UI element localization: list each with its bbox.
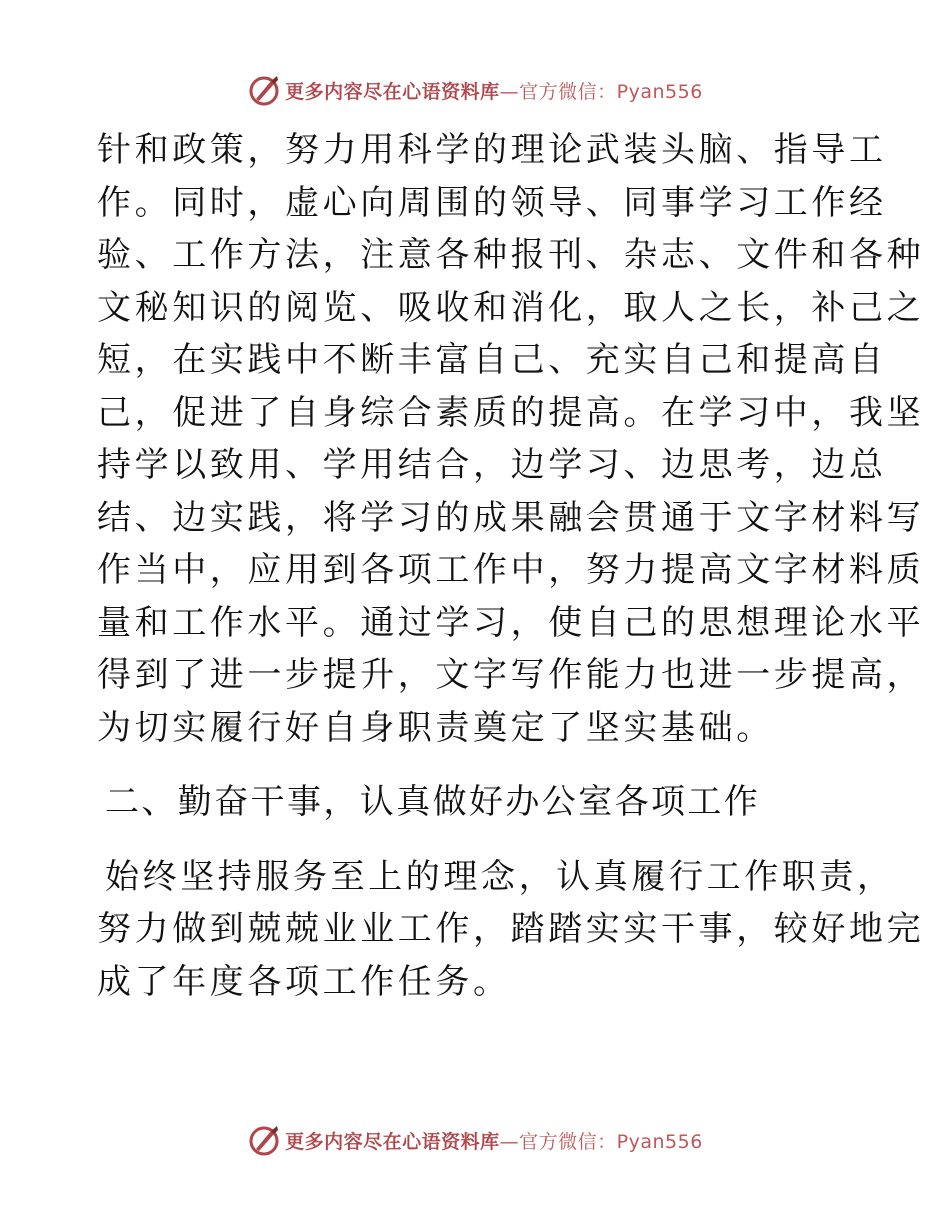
header-watermark <box>0 70 950 110</box>
quill-logo-icon <box>247 73 281 107</box>
watermark-contact: —官方微信：Pyan556 <box>499 80 703 103</box>
text-line: 为切实履行好自身职责奠定了坚实基础。 <box>97 707 774 748</box>
watermark-text <box>285 77 703 104</box>
text-line: 验、工作方法，注意各种报刊、杂志、文件和各种 <box>97 235 925 275</box>
paragraph-gap <box>97 829 857 851</box>
text-line: 得到了进一步提升，文字写作能力也进一步提高， <box>97 655 925 695</box>
section-heading: 二、勤奋干事，认真做好办公室各项工作 <box>105 782 761 822</box>
text-line: 努力做到兢兢业业工作，踏踏实实干事，较好地完 <box>97 909 925 949</box>
text-line: 始终坚持服务至上的理念，认真履行工作职责， <box>105 856 895 897</box>
text-line: 作。同时，虚心向周围的领导、同事学习工作经 <box>97 182 887 223</box>
watermark-contact: —官方微信：Pyan556 <box>499 1130 703 1153</box>
footer-watermark <box>0 1120 950 1160</box>
watermark-text <box>285 1127 703 1154</box>
text-line: 针和政策，努力用科学的理论武装头脑、指导工 <box>97 130 887 170</box>
watermark-brand: 更多内容尽在心语资料库 <box>285 80 500 103</box>
text-line: 持学以致用、学用结合，边学习、边思考，边总 <box>97 445 887 485</box>
text-line: 文秘知识的阅览、吸收和消化，取人之长，补己之 <box>97 287 925 328</box>
paragraph-gap <box>97 754 857 776</box>
text-line: 量和工作水平。通过学习，使自己的思想理论水平 <box>97 602 925 643</box>
text-line: 结、边实践，将学习的成果融会贯通于文字材料写 <box>97 497 925 538</box>
document-body <box>97 124 925 1008</box>
text-line: 作当中，应用到各项工作中，努力提高文字材料质 <box>97 550 925 590</box>
paragraph-2 <box>97 851 925 1009</box>
text-line: 短，在实践中不断丰富自己、充实自己和提高自 <box>97 340 887 380</box>
quill-logo-icon <box>247 1123 281 1157</box>
text-line: 己，促进了自身综合素质的提高。在学习中，我坚 <box>97 392 925 433</box>
text-line: 成了年度各项工作任务。 <box>97 961 511 1002</box>
watermark-brand: 更多内容尽在心语资料库 <box>285 1130 500 1153</box>
paragraph-1 <box>97 124 925 754</box>
